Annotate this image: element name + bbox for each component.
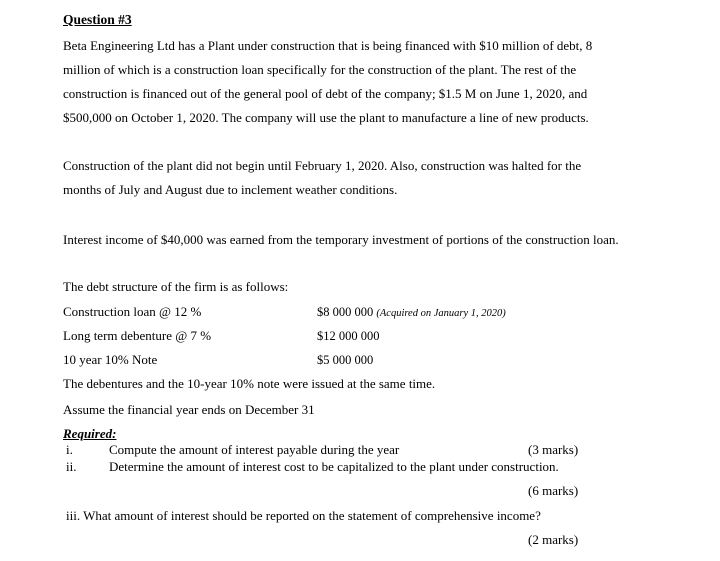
debt-intro: The debt structure of the firm is as follows: — [63, 279, 289, 294]
paragraph-2-line-1: Construction of the plant did not begin until February 1, 2020. Also, construction was halted for the — [63, 158, 582, 173]
debt-amount-debenture: $12 000 000 — [317, 329, 380, 343]
question-3-marks: (2 marks) — [528, 532, 579, 547]
paragraph-1-line-3: construction is financed out of the general pool of debt of the company; $1.5 M on June 1, 2020, and — [63, 86, 588, 101]
question-1-number: i. — [66, 442, 73, 457]
debt-amount-value: $8 000 000 — [317, 305, 374, 319]
paragraph-3: Interest income of $40,000 was earned from the temporary investment of portions of the construction loan. — [63, 232, 619, 247]
question-2-marks: (6 marks) — [528, 483, 579, 498]
required-heading: Required: — [63, 426, 117, 441]
question-3 — [66, 508, 541, 524]
issue-statement: The debentures and the 10-year 10% note were issued at the same time. — [63, 376, 436, 391]
debt-label-debenture: Long term debenture @ 7 % — [63, 328, 212, 343]
paragraph-1-line-1: Beta Engineering Ltd has a Plant under construction that is being financed with $10 million of debt, 8 — [63, 38, 593, 53]
debt-amount-note: $5 000 000 — [317, 353, 374, 367]
question-2-text: Determine the amount of interest cost to be capitalized to the plant under construction. — [109, 459, 559, 474]
question-title: Question #3 — [63, 12, 132, 27]
question-3-text: What amount of interest should be reported on the statement of comprehensive income? — [83, 508, 541, 523]
acquired-note: (Acquired on January 1, 2020) — [376, 308, 506, 319]
debt-label-construction-loan: Construction loan @ 12 % — [63, 304, 202, 319]
debt-label-note: 10 year 10% Note — [63, 352, 158, 367]
question-1-marks: (3 marks) — [528, 442, 579, 457]
paragraph-1-line-2: million of which is a construction loan specifically for the construction of the plant. The rest of the — [63, 62, 577, 77]
paragraph-1-line-4: $500,000 on October 1, 2020. The company will use the plant to manufacture a line of new products. — [63, 110, 589, 125]
question-3-number: iii. — [66, 508, 81, 523]
financial-year-statement: Assume the financial year ends on December 31 — [63, 402, 315, 417]
question-1-text: Compute the amount of interest payable during the year — [109, 442, 400, 457]
debt-amount-construction-loan — [317, 304, 506, 322]
paragraph-2-line-2: months of July and August due to inclement weather conditions. — [63, 182, 398, 197]
question-2-number: ii. — [66, 459, 77, 474]
